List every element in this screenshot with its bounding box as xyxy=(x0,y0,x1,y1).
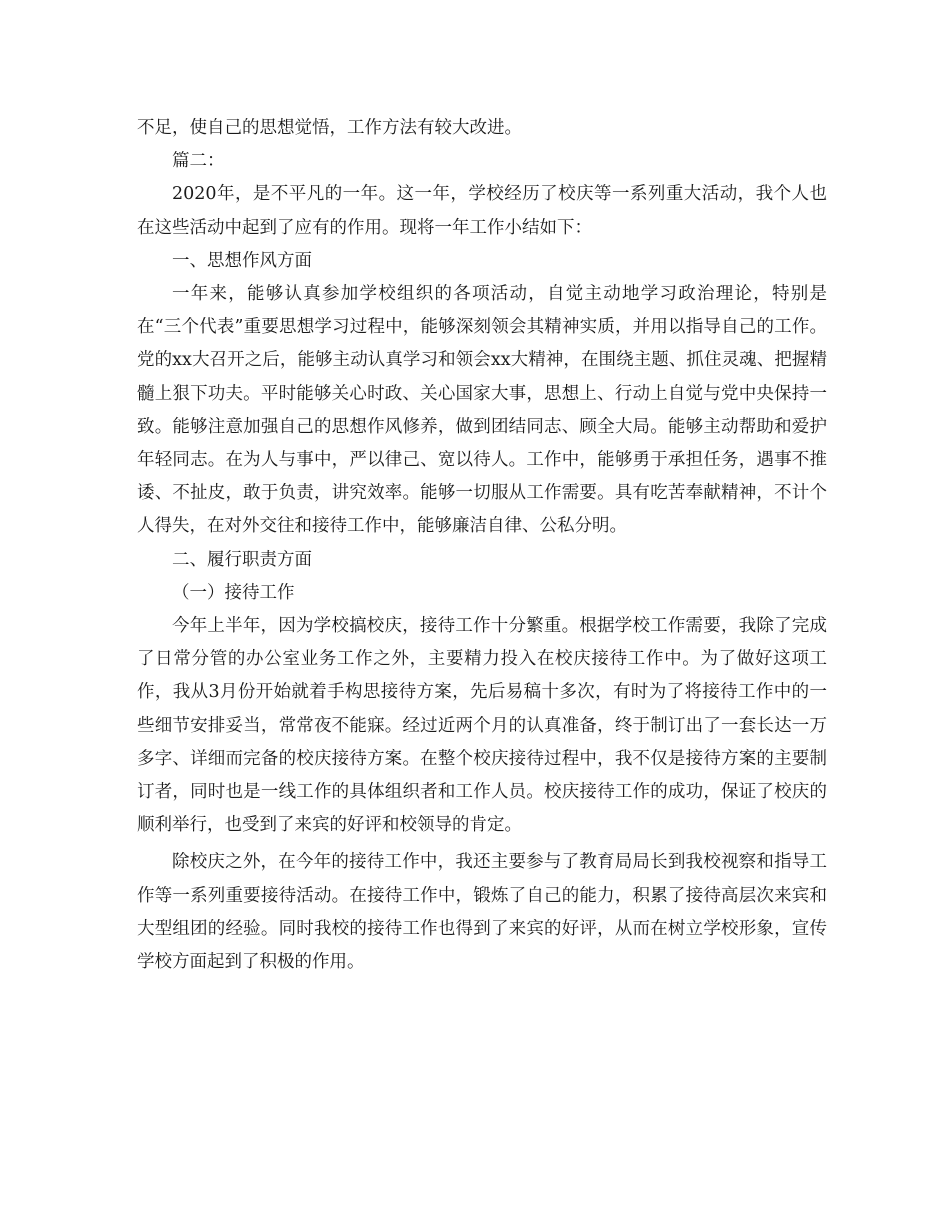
section-heading-part-two: 篇二： xyxy=(172,151,225,172)
heading-duties: 二、履行职责方面 xyxy=(172,549,312,570)
paragraph-intro: 2020年，是不平凡的一年。这一年，学校经历了校庆等一系列重大活动，我个人也在这些活动中起到了应有的作用。现将一年工作小结如下： xyxy=(137,184,827,238)
paragraph-ideology-style: 一年来，能够认真参加学校组织的各项活动，自觉主动地学习政治理论，特别是在“三个代表”重要思想学习过程中，能够深刻领会其精神实质，并用以指导自己的工作。党的xx大召开之后，能够主动认真学习和领会xx大精神，在围绕主题、抓住灵魂、把握精髓上狠下功夫。平时能够关心时政、关心国家大事，思想上、行动上自觉与党中央保持一致。能够注意加强自己的思想作风修养，做到团结同志、顾全大局。能够主动帮助和爱护年轻同志。在为人与事中，严以律己、宽以待人。工作中，能够勇于承担任务，遇事不推诿、不扯皮，敢于负责，讲究效率。能够一切服从工作需要。具有吃苦奉献精神，不计个人得失，在对外交往和接待工作中，能够廉洁自律、公私分明。 xyxy=(137,284,827,537)
heading-ideology-style: 一、思想作风方面 xyxy=(172,250,312,271)
subheading-reception-work: （一）接待工作 xyxy=(172,582,295,603)
paragraph-reception-first-half: 今年上半年，因为学校搞校庆，接待工作十分繁重。根据学校工作需要，我除了完成了日常分管的办公室业务工作之外，主要精力投入在校庆接待工作中。为了做好这项工作，我从3月份开始就着手构思接待方案，先后易稿十多次，有时为了将接待工作中的一些细节安排妥当，常常夜不能寐。经过近两个月的认真准备，终于制订出了一套长达一万多字、详细而完备的校庆接待方案。在整个校庆接待过程中，我不仅是接待方案的主要制订者，同时也是一线工作的具体组织者和工作人员。校庆接待工作的成功，保证了校庆的顺利举行，也受到了来宾的好评和校领导的肯定。 xyxy=(137,616,827,836)
paragraph-reception-other: 除校庆之外，在今年的接待工作中，我还主要参与了教育局局长到我校视察和指导工作等一系列重要接待活动。在接待工作中，锻炼了自己的能力，积累了接待高层次来宾和大型组团的经验。同时我校的接待工作也得到了来宾的好评，从而在树立学校形象，宣传学校方面起到了积极的作用。 xyxy=(137,852,827,973)
document-body xyxy=(137,112,827,979)
paragraph-continuation: 不足，使自己的思想觉悟，工作方法有较大改进。 xyxy=(137,118,522,138)
